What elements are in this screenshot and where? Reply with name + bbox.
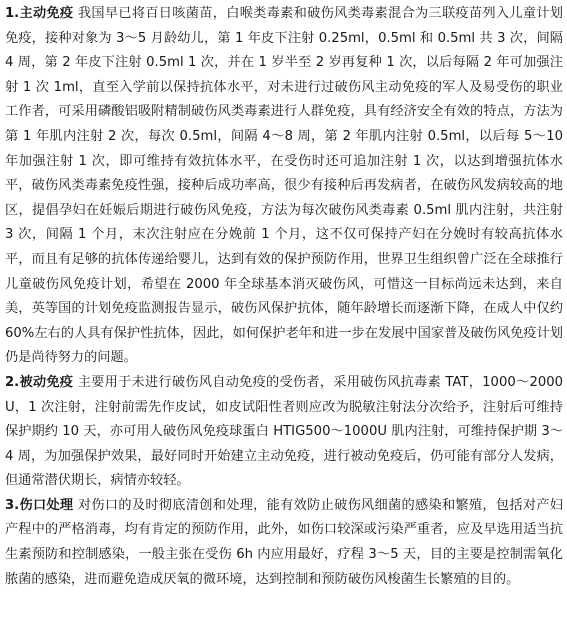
section-text: 我国早已将百日咳菌苗，白喉类毒素和破伤风类毒素混合为三联疫苗列入儿童计划免疫，接种对象为 3～5 月龄幼儿，第 1 年皮下注射 0.25ml，0.5ml 和 0.5ml 共 3 次，间隔 4 周，第 2 年皮下注射 0.5ml 1 次，并在 1 岁半至 2 岁再复种 1 次，以后每隔 2 年可加强注射 1 次 1ml，直至入学前以保持抗体水平，对未进行过破伤风主动免疫的军人及易受伤的职业工作者，可采用磷酸铝吸附精制破伤风类毒素进行人群免疫，具有经济安全有效的特点，方法为第 1 年肌内注射 2 次，每次 0.5ml，间隔 4～8 周，第 2 年肌内注射 0.5ml，以后每 5～10 年加强注射 1 次，即可维持有效抗体水平，在受伤时还可追加注射 1 次，以达到增强抗体水平，破伤风类毒素免疫性强，接种后成功率高，很少有接种后再发病者，在破伤风发病较高的地区，提倡孕妇在妊娠后期进行破伤风免疫，方法为每次破伤风类毒素 0.5ml 肌内注射，共注射 3 次，间隔 1 个月，末次注射应在分娩前 1 个月，这不仅可保持产妇在分娩时有较高抗体水平，而且有足够的抗体传递给婴儿，达到有效的保护预防作用，世界卫生组织曾广泛在全球推行儿童破伤风免疫计划，希望在 2000 年全球基本消灭破伤风，可惜这一目标尚远未达到，来自美，英等国的计划免疫监测报告显示，破伤风保护抗体，随年龄增长而逐渐下降，在成人中仅约 60%左右的人具有保护性抗体，因此，如何保护老年和进一步在发展中国家普及破伤风免疫计划仍是尚待努力的问题。 (5, 6, 563, 366)
section-wound-care (5, 494, 563, 592)
section-heading: 3.伤口处理 (5, 497, 74, 513)
section-text: 主要用于未进行破伤风自动免疫的受伤者，采用破伤风抗毒素 TAT，1000～2000U，1 次注射，注射前需先作皮试，如皮试阳性者则应改为脱敏注射法分次给予，注射后可维持保护期约 10 天，亦可用人破伤风免疫球蛋白 HTIG500～1000U 肌内注射，可维持保护期 3～4 周，为加强保护效果，最好同时开始建立主动免疫，进行被动免疫后，仍可能有部分人发病，但通常潜伏期长，病情亦较轻。 (5, 374, 564, 489)
section-active-immunity (5, 2, 563, 371)
section-heading: 1.主动免疫 (5, 6, 74, 21)
section-passive-immunity (5, 371, 563, 494)
section-heading: 2.被动免疫 (5, 374, 74, 390)
section-text: 对伤口的及时彻底清创和处理，能有效防止破伤风细菌的感染和繁殖，包括对产妇产程中的严格消毒，均有肯定的预防作用，此外，如伤口较深或污染严重者，应及早选用适当抗生素预防和控制感染，一般主张在受伤 6h 内应用最好，疗程 3～5 天，目的主要是控制需氧化脓菌的感染，进而避免造成厌氧的微环境，达到控制和预防破伤风梭菌生长繁殖的目的。 (5, 497, 563, 587)
